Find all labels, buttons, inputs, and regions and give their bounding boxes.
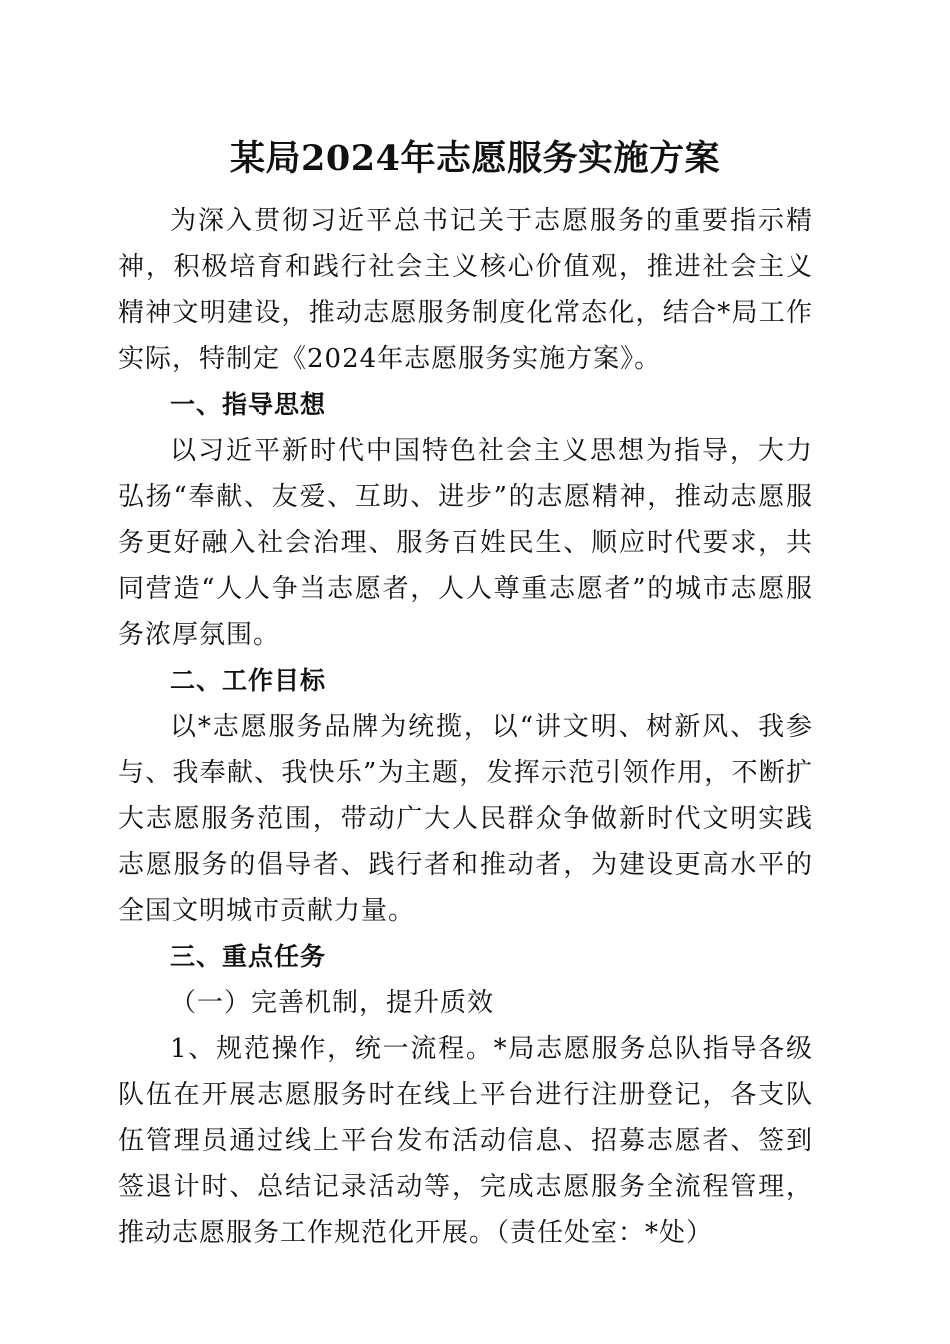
section-heading-guiding-ideology: 一、指导思想 [170, 390, 327, 419]
document-body [118, 198, 813, 1256]
section-paragraph-key-tasks: 1、规范操作，统一流程。*局志愿服务总队指导各级队伍在开展志愿服务时在线上平台进行注册登记，各支队伍管理员通过线上平台发布活动信息、招募志愿者、签到签退计时、总结记录活动等，完成志愿服务全流程管理，推动志愿服务工作规范化开展。（责任处室：*处） [118, 1034, 813, 1248]
subsection-heading-improve-mechanism: （一）完善机制，提升质效 [170, 988, 495, 1018]
section-paragraph-work-goals: 以*志愿服务品牌为统揽，以“讲文明、树新风、我参与、我奉献、我快乐”为主题，发挥示范引领作用，不断扩大志愿服务范围，带动广大人民群众争做新时代文明实践志愿服务的倡导者、践行者和推动者，为建设更高水平的全国文明城市贡献力量。 [118, 712, 813, 926]
section-heading-key-tasks: 三、重点任务 [170, 942, 327, 971]
intro-paragraph: 为深入贯彻习近平总书记关于志愿服务的重要指示精神，积极培育和践行社会主义核心价值观，推进社会主义精神文明建设，推动志愿服务制度化常态化，结合*局工作实际，特制定《2024年志愿服务实施方案》。 [118, 206, 813, 374]
section-heading-work-goals: 二、工作目标 [170, 666, 327, 695]
document-title: 某局2024年志愿服务实施方案 [230, 138, 720, 179]
section-paragraph-guiding-ideology: 以习近平新时代中国特色社会主义思想为指导，大力弘扬“奉献、友爱、互助、进步”的志愿精神，推动志愿服务更好融入社会治理、服务百姓民生、顺应时代要求，共同营造“人人争当志愿者，人人尊重志愿者”的城市志愿服务浓厚氛围。 [118, 436, 813, 650]
